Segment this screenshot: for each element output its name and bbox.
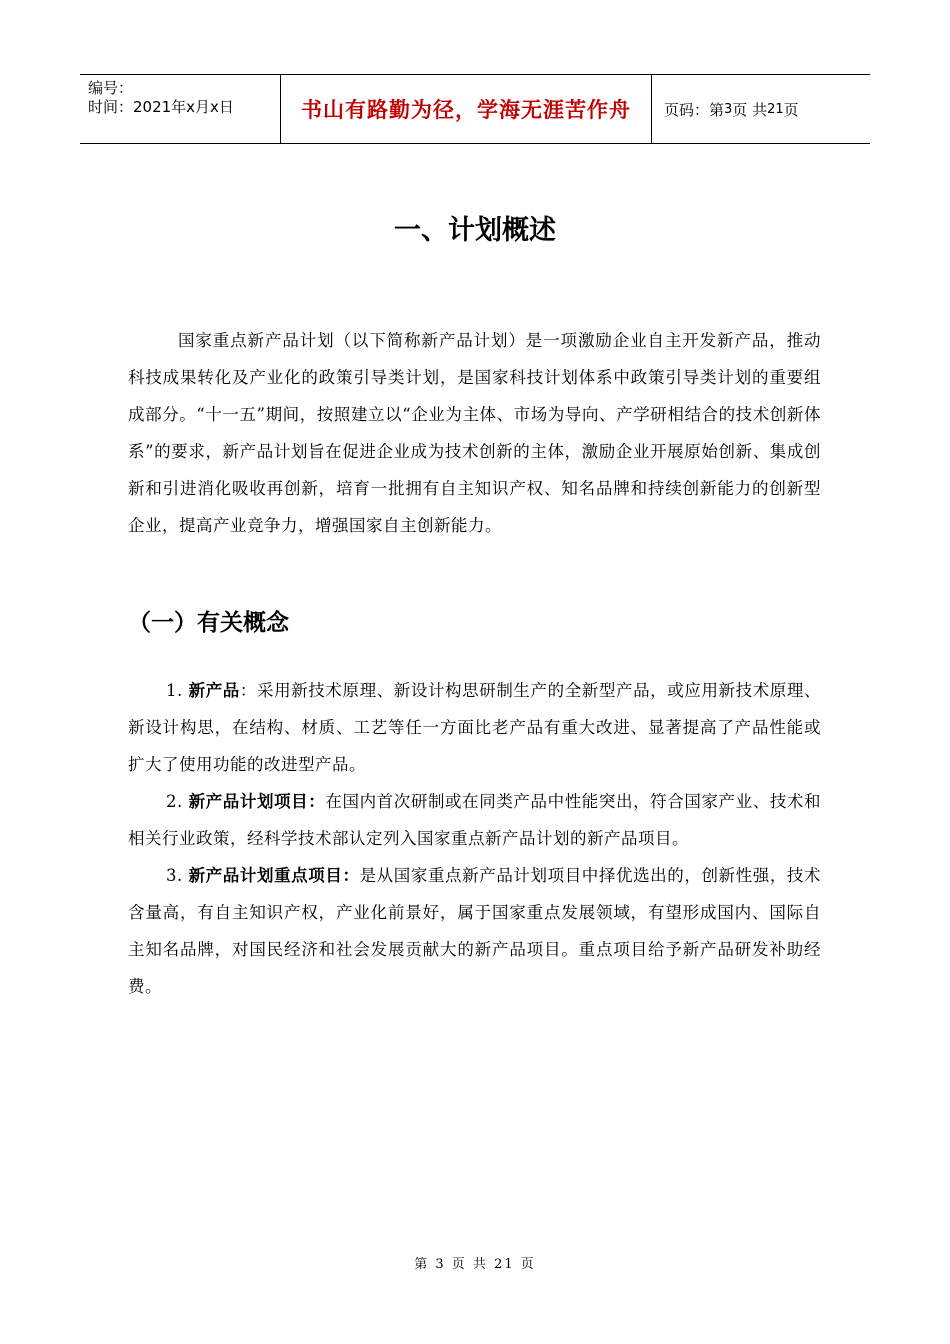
item-separator: ： (308, 792, 326, 811)
list-item (128, 672, 821, 783)
item-term: 新产品 (188, 681, 240, 700)
header-page-label-3: 页 (783, 100, 799, 119)
page-footer (0, 1253, 950, 1272)
intro-paragraph: 国家重点新产品计划（以下简称新产品计划）是一项激励企业自主开发新产品，推动科技成果转化及产业化的政策引导类计划，是国家科技计划体系中政策引导类计划的重要组成部分。“十一五”期间，按照建立以“企业为主体、市场为导向、产学研相结合的技术创新体系”的要求，新产品计划旨在促进企业成为技术创新的主体，激励企业开展原始创新、集成创新和引进消化吸收再创新，培育一批拥有自主知识产权、知名品牌和持续创新能力的创新型企业，提高产业竞争力，增强国家自主创新能力。 (128, 331, 821, 535)
item-text: 是从国家重点新产品计划项目中择优选出的，创新性强，技术含量高，有自主知识产权，产业化前景好，属于国家重点发展领域，有望形成国内、国际自主知名品牌，对国民经济和社会发展贡献大的新产品项目。重点项目给予新产品研发补助经费。 (128, 866, 822, 996)
doc-number: 编号： (88, 79, 134, 97)
item-number: 2. (166, 792, 183, 811)
doc-date: 时间：2021年x月x日 (88, 98, 234, 116)
header-motto: 书山有路勤为径，学海无涯苦作舟 (280, 75, 652, 143)
header-page-total: 21 (767, 101, 784, 117)
item-text: 采用新技术原理、新设计构思研制生产的全新型产品，或应用新技术原理、新设计构思，在结构、材质、工艺等任一方面比老产品有重大改进、显著提高了产品性能或扩大了使用功能的改进型产品。 (128, 681, 822, 774)
section-heading: （一）有关概念 (128, 610, 289, 636)
footer-page-current: 3 (435, 1257, 446, 1272)
header-meta (80, 75, 280, 143)
item-term: 新产品计划重点项目 (188, 866, 343, 885)
item-separator: ： (342, 866, 360, 885)
page-title: 一、计划概述 (394, 215, 556, 246)
header-page-label-1: 页码：第 (664, 100, 725, 119)
header-page-label-2: 页 共 (732, 100, 768, 119)
item-text: 在国内首次研制或在同类产品中性能突出，符合国家产业、技术和相关行业政策，经科学技术部认定列入国家重点新产品计划的新产品项目。 (128, 792, 822, 848)
list-item (128, 783, 821, 857)
footer-label-2: 页 共 (451, 1257, 488, 1272)
item-number: 3. (166, 866, 183, 885)
footer-page-total: 21 (494, 1257, 515, 1272)
concept-list (128, 672, 821, 1005)
item-separator: ： (239, 681, 257, 700)
header-page-info (652, 75, 870, 143)
item-number: 1. (166, 681, 183, 700)
footer-label-1: 第 (414, 1257, 430, 1272)
item-term: 新产品计划项目 (188, 792, 309, 811)
header-page-current: 3 (724, 101, 733, 117)
footer-label-3: 页 (520, 1257, 536, 1272)
list-item (128, 857, 821, 1005)
page-header (80, 74, 870, 144)
